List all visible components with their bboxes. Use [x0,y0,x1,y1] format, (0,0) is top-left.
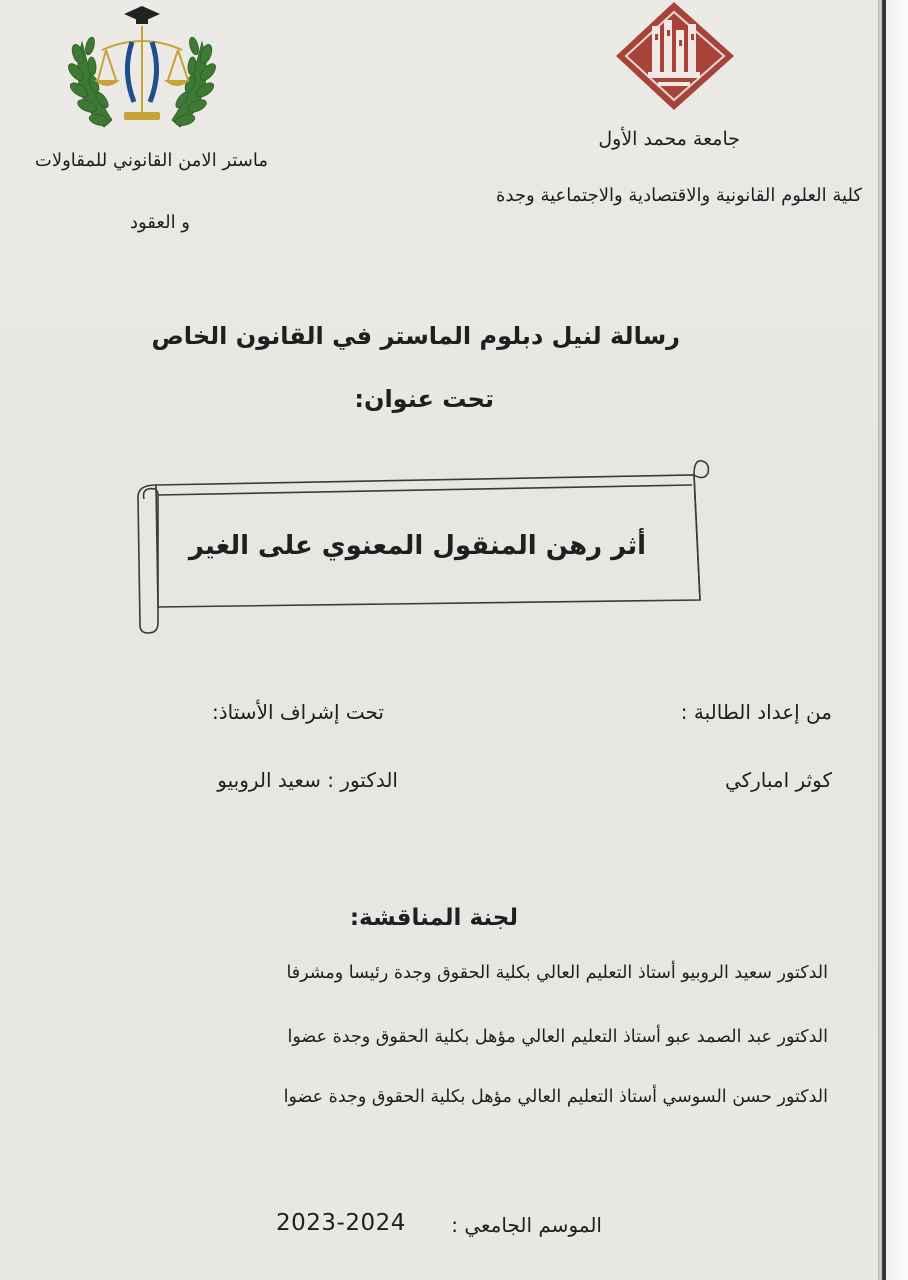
committee-title: لجنة المناقشة: [349,905,518,931]
page-edge-margin [886,0,908,1280]
academic-season-label: الموسم الجامعي : [451,1213,602,1237]
university-name: جامعة محمد الأول [598,128,740,150]
supervisor-name: الدكتور : سعيد الروبيو [217,768,398,792]
committee-member: الدكتور حسن السوسي أستاذ التعليم العالي مؤهل بكلية الحقوق وجدة عضوا [283,1087,828,1107]
under-title-label: تحت عنوان: [354,385,494,413]
faculty-name: كلية العلوم القانونية والاقتصادية والاجتماعية وجدة [496,185,862,206]
academic-season-years: 2023-2024 [276,1210,406,1236]
student-name: كوثر امباركي [724,768,832,792]
degree-line: رسالة لنيل دبلوم الماستر في القانون الخاص [151,322,680,350]
supervision-label: تحت إشراف الأستاذ: [212,700,384,724]
committee-member: الدكتور سعيد الروبيو أستاذ التعليم العالي بكلية الحقوق وجدة رئيسا ومشرفا [286,963,828,983]
university-logo-icon [612,0,737,115]
page-edge-shadow [878,0,886,1280]
left-program-name-line2: و العقود [129,212,190,233]
left-program-name-line1: ماستر الامن القانوني للمقاولات [34,150,268,171]
committee-member: الدكتور عبد الصمد عبو أستاذ التعليم العالي مؤهل بكلية الحقوق وجدة عضوا [287,1027,828,1047]
scales-laurel-logo-icon [62,2,222,147]
thesis-title: أثر رهن المنقول المعنوي على الغير [188,531,646,561]
prepared-by-label: من إعداد الطالبة : [680,700,832,724]
